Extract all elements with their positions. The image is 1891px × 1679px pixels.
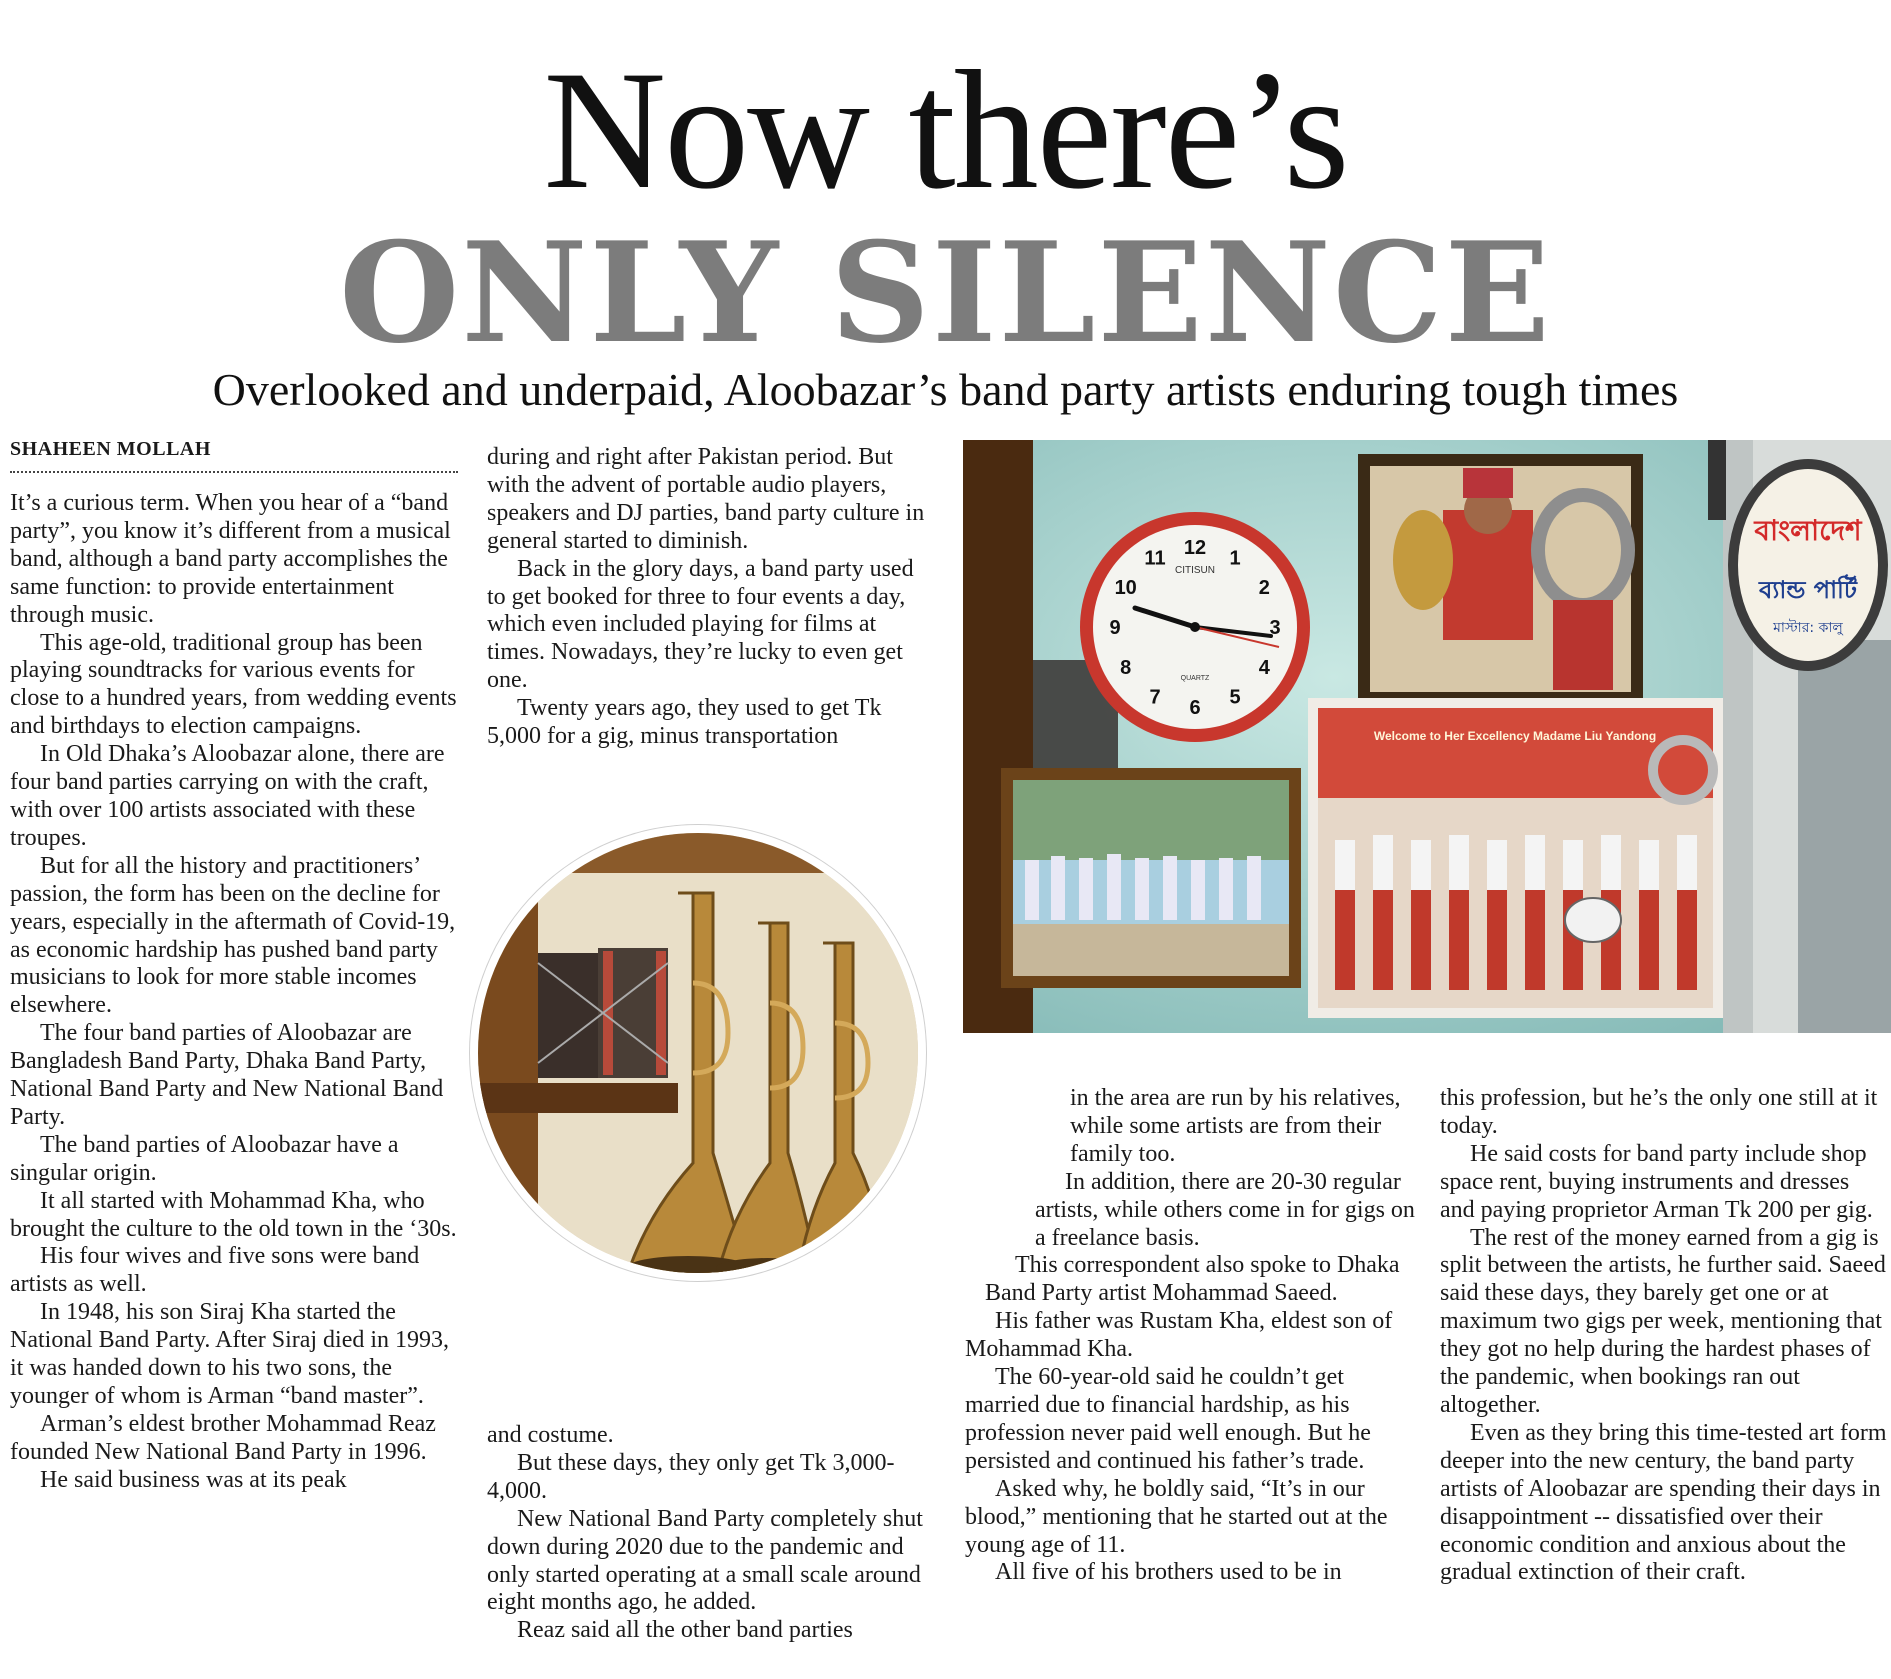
clock-numeral: 4: [1258, 657, 1270, 679]
paragraph: But for all the history and practitioners’ passion, the form has been on the decline for years, especially in the aftermath of Covid-19, as economic hardship has pushed band party musicians to look for more stable incomes elsewhere.: [10, 852, 456, 1019]
paragraph: Back in the glory days, a band party used to get booked for three to four events a day, which even included playing for films at times. Nowadays, they’re lucky to even get one.: [487, 555, 914, 694]
paragraph: in the area are run by his relatives, while some artists are from their family too.: [1070, 1085, 1401, 1167]
clock-numeral: 1: [1229, 547, 1241, 570]
paragraph: But these days, they only get Tk 3,000-4,000.: [487, 1449, 895, 1504]
drums: [538, 948, 668, 1078]
paragraph: It’s a curious term. When you hear of a “band party”, you know it’s different from a musical band, although a band party accomplishes the same function: to provide entertainment through music.: [10, 490, 451, 628]
clock-numeral: 10: [1114, 577, 1137, 599]
paragraph: His father was Rustam Kha, eldest son of Mohammad Kha.: [965, 1308, 1393, 1363]
photo-brass-instruments-illustration: [478, 833, 918, 1273]
photo-shop-wall-illustration: [963, 440, 1891, 1033]
framed-band-photo-small: [1001, 768, 1301, 988]
subheadline: Overlooked and underpaid, Aloobazar’s band party artists enduring tough times: [212, 364, 1679, 415]
paragraph: In 1948, his son Siraj Kha started the National Band Party. After Siraj died in 1993, it was handed down to his two sons, the younger of whom is Arman “band master”.: [10, 1299, 450, 1409]
photo-brass-instruments: [470, 825, 926, 1281]
paragraph: This correspondent also spoke to Dhaka Band Party artist Mohammad Saeed.: [985, 1252, 1400, 1307]
headline-top: Now there’s: [543, 36, 1348, 224]
paragraph: In addition, there are 20-30 regular artists, while others come in for gigs on a freelance basis.: [1035, 1168, 1415, 1251]
photo-shop-wall: [963, 440, 1891, 1033]
clock-numeral: 7: [1149, 686, 1161, 709]
sign-bottom: মাস্টার: কালু: [1773, 620, 1843, 636]
paragraph: He said costs for band party include shop space rent, buying instruments and dresses and paying proprietor Arman Tk 200 per gig.: [1440, 1140, 1873, 1223]
paragraph: It all started with Mohammad Kha, who brought the culture to the old town in the ‘30s.: [10, 1187, 457, 1242]
paragraph: Asked why, he boldly said, “It’s in our blood,” mentioning that he started out at the young age of 11.: [965, 1475, 1388, 1558]
sign-middle: ব্যান্ড পার্টি: [1759, 576, 1857, 604]
banner-text: Welcome to Her Excellency Madame Liu Yandong: [1373, 729, 1657, 743]
byline: SHAHEEN MOLLAH: [10, 438, 458, 473]
wall-clock: [1080, 512, 1310, 742]
clock-numeral: 11: [1144, 547, 1166, 570]
paragraph: His four wives and five sons were band artists as well.: [10, 1243, 420, 1298]
paragraph: New National Band Party completely shut down during 2020 due to the pandemic and only started operating at a small scale around eight months ago, he added.: [487, 1505, 923, 1616]
clock-numeral: 2: [1258, 577, 1270, 599]
headline-bottom: ONLY SILENCE: [339, 211, 1552, 374]
clock-numeral: 3: [1269, 617, 1281, 639]
framed-band-photo-large: [1308, 698, 1723, 1018]
paragraph: during and right after Pakistan period. But with the advent of portable audio players, speakers and DJ parties, band party culture in general started to diminish.: [487, 444, 925, 554]
paragraph: All five of his brothers used to be in: [995, 1559, 1342, 1586]
clock-sub: QUARTZ: [1180, 675, 1210, 682]
paragraph: Even as they bring this time-tested art form deeper into the new century, the band party artists of Aloobazar are spending their days in disappointment -- dissatisfied over their economic condition and anxious about the gradual extinction of their craft.: [1440, 1419, 1887, 1586]
paragraph: and costume.: [487, 1422, 614, 1448]
paragraph: The band parties of Aloobazar have a singular origin.: [10, 1131, 399, 1186]
paragraph: In Old Dhaka’s Aloobazar alone, there are four band parties carrying on with the craft, with over 100 artists associated with these troupes.: [10, 741, 445, 851]
framed-portrait: [1358, 454, 1643, 704]
clock-numeral: 9: [1109, 617, 1121, 639]
paragraph: He said business was at its peak: [40, 1466, 347, 1493]
paragraph: This age-old, traditional group has been playing soundtracks for various events for close to a hundred years, from wedding events and birthdays to election campaigns.: [10, 629, 457, 740]
clock-brand: CITISUN: [1175, 565, 1215, 576]
article-column-2-bottom: [487, 1422, 937, 1645]
article-column-2-top: [487, 444, 937, 751]
paragraph: The 60-year-old said he couldn’t get married due to financial hardship, as his profession never paid well enough. But he persisted and continued his father’s trade.: [965, 1364, 1371, 1474]
article-column-3: [965, 1085, 1415, 1587]
article-column-1: [10, 490, 460, 1495]
sign-top: বাংলাদেশ: [1754, 514, 1862, 547]
paragraph: Reaz said all the other band parties: [517, 1617, 853, 1644]
paragraph: The four band parties of Aloobazar are Bangladesh Band Party, Dhaka Band Party, National Band Party and New National Band Party.: [10, 1020, 444, 1130]
clock-numeral: 5: [1229, 686, 1241, 709]
paragraph: this profession, but he’s the only one still at it today.: [1440, 1085, 1878, 1139]
clock-numeral: 6: [1189, 697, 1201, 719]
paragraph: The rest of the money earned from a gig is split between the artists, he further said. Saeed said these days, they barely get one or at maximum two gigs per week, mentioning that they got no help during the hardest phases of the pandemic, when bookings ran out altogether.: [1440, 1224, 1886, 1418]
clock-numeral: 8: [1120, 657, 1132, 679]
paragraph: Arman’s eldest brother Mohammad Reaz founded New National Band Party in 1996.: [10, 1410, 436, 1465]
article-column-4: [1440, 1085, 1888, 1587]
clock-numeral: 12: [1183, 537, 1207, 559]
paragraph: Twenty years ago, they used to get Tk 5,000 for a gig, minus transportation: [487, 695, 882, 750]
